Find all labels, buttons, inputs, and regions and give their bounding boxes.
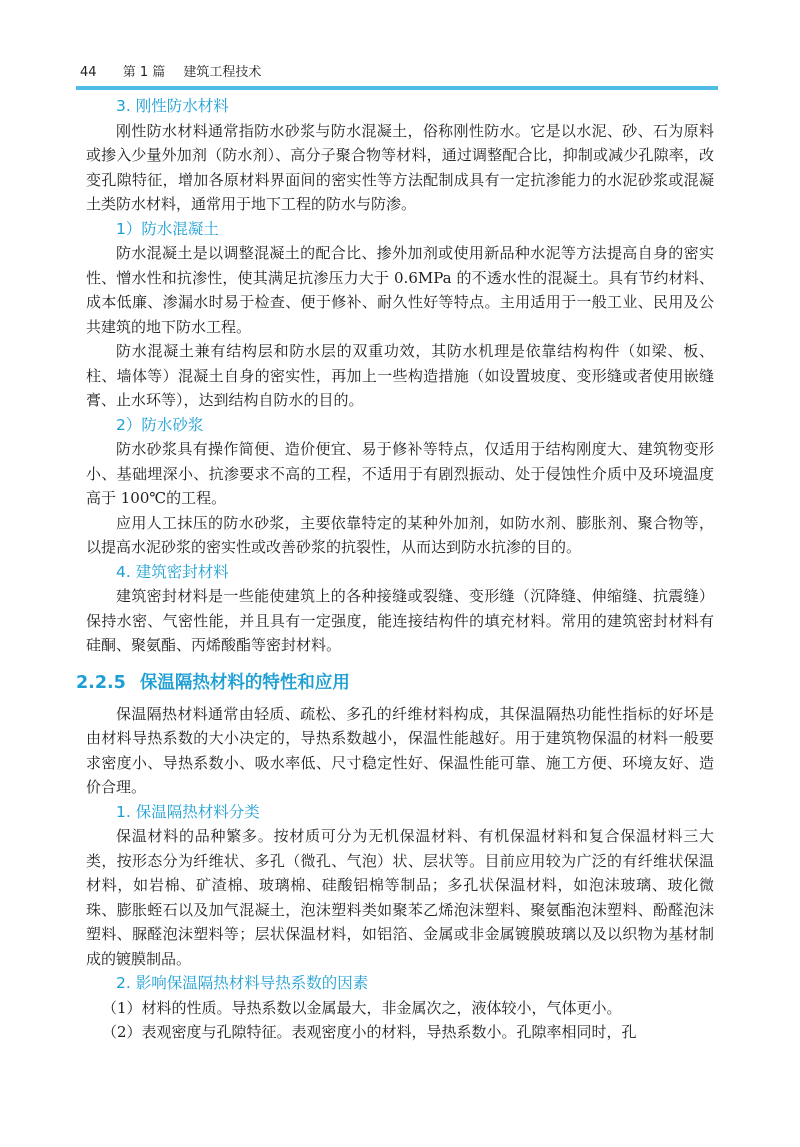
subsection-heading: 4. 建筑密封材料 (116, 562, 229, 581)
paragraph: 防水混凝土是以调整混凝土的配合比、掺外加剂或使用新品种水泥等方法提高自身的密实性、憎水性和抗渗性，使其满足抗渗压力大于 0.6MPa 的不透水性的混凝土。具有节约材料、成本低廉、渗漏水时易于检查、便于修补、耐久性好等特点。主用适用于一般工业、民用及公共建筑的地下防水工程。 (86, 244, 714, 336)
subsection-heading: 1）防水混凝土 (116, 219, 219, 238)
page-number: 44 (80, 65, 97, 80)
page-body (76, 94, 714, 1045)
header-rule (76, 86, 718, 90)
paragraph: 保温隔热材料通常由轻质、疏松、多孔的纤维材料构成，其保温隔热功能性指标的好坏是由材料导热系数的大小决定的，导热系数越小，保温性能越好。用于建筑物保温的材料一般要求密度小、导热系数小、吸水率低、尺寸稳定性好、保温性能可靠、施工方便、环境友好、造价合理。 (86, 704, 714, 796)
subsection-heading: 2）防水砂浆 (116, 415, 204, 434)
paragraph: 防水砂浆具有操作简便、造价便宜、易于修补等特点，仅适用于结构刚度大、建筑物变形小、基础埋深小、抗渗要求不高的工程，不适用于有剧烈振动、处于侵蚀性介质中及环境温度高于 100℃的工程。 (86, 440, 714, 507)
subsection-heading: 2. 影响保温隔热材料导热系数的因素 (116, 974, 369, 992)
numbered-item: （1）材料的性质。导热系数以金属最大，非金属次之，液体较小，气体更小。 (102, 998, 622, 1017)
paragraph: 应用人工抹压的防水砂浆，主要依靠特定的某种外加剂，如防水剂、膨胀剂、聚合物等，以提高水泥砂浆的密实性或改善砂浆的抗裂性，从而达到防水抗渗的目的。 (86, 513, 714, 556)
paragraph: 保温材料的品种繁多。按材质可分为无机保温材料、有机保温材料和复合保温材料三大类，按形态分为纤维状、多孔（微孔、气泡）状、层状等。目前应用较为广泛的有纤维状保温材料，如岩棉、矿渣棉、玻璃棉、硅酸铝棉等制品；多孔状保温材料，如泡沫玻璃、玻化微珠、膨胀蛭石以及加气混凝土，泡沫塑料类如聚苯乙烯泡沫塑料、聚氨酯泡沫塑料、酚醛泡沫塑料、脲醛泡沫塑料等；层状保温材料，如铝箔、金属或非金属镀膜玻璃以及以织物为基材制成的镀膜制品。 (86, 827, 714, 968)
page-header (80, 60, 720, 86)
numbered-item: （2）表观密度与孔隙特征。表观密度小的材料，导热系数小。孔隙率相同时，孔 (102, 1023, 637, 1041)
paragraph: 建筑密封材料是一些能使建筑上的各种接缝或裂缝、变形缝（沉降缝、伸缩缝、抗震缝）保持水密、气密性能，并且具有一定强度，能连接结构件的填充材料。常用的建筑密封材料有硅酮、聚氨酯、丙烯酸酯等密封材料。 (86, 587, 714, 654)
part-label: 第 1 篇 (122, 65, 166, 80)
part-title: 建筑工程技术 (183, 65, 262, 80)
section-title: 保温隔热材料的特性和应用 (139, 672, 350, 693)
paragraph: 刚性防水材料通常指防水砂浆与防水混凝土，俗称刚性防水。它是以水泥、砂、石为原料或掺入少量外加剂（防水剂）、高分子聚合物等材料，通过调整配合比，抑制或减少孔隙率，改变孔隙特征，增加各原材料界面间的密实性等方法配制成具有一定抗渗能力的水泥砂浆或混凝土类防水材料，通常用于地下工程的防水与防渗。 (86, 121, 714, 213)
subsection-heading: 1. 保温隔热材料分类 (116, 802, 260, 821)
subsection-heading: 3. 刚性防水材料 (116, 97, 229, 115)
section-number: 2.2.5 (76, 672, 126, 693)
section-heading (76, 668, 714, 698)
paragraph: 防水混凝土兼有结构层和防水层的双重功效，其防水机理是依靠结构构件（如梁、板、柱、墙体等）混凝土自身的密实性，再加上一些构造措施（如设置坡度、变形缝或者使用嵌缝膏、止水环等），达到结构自防水的目的。 (86, 342, 714, 409)
